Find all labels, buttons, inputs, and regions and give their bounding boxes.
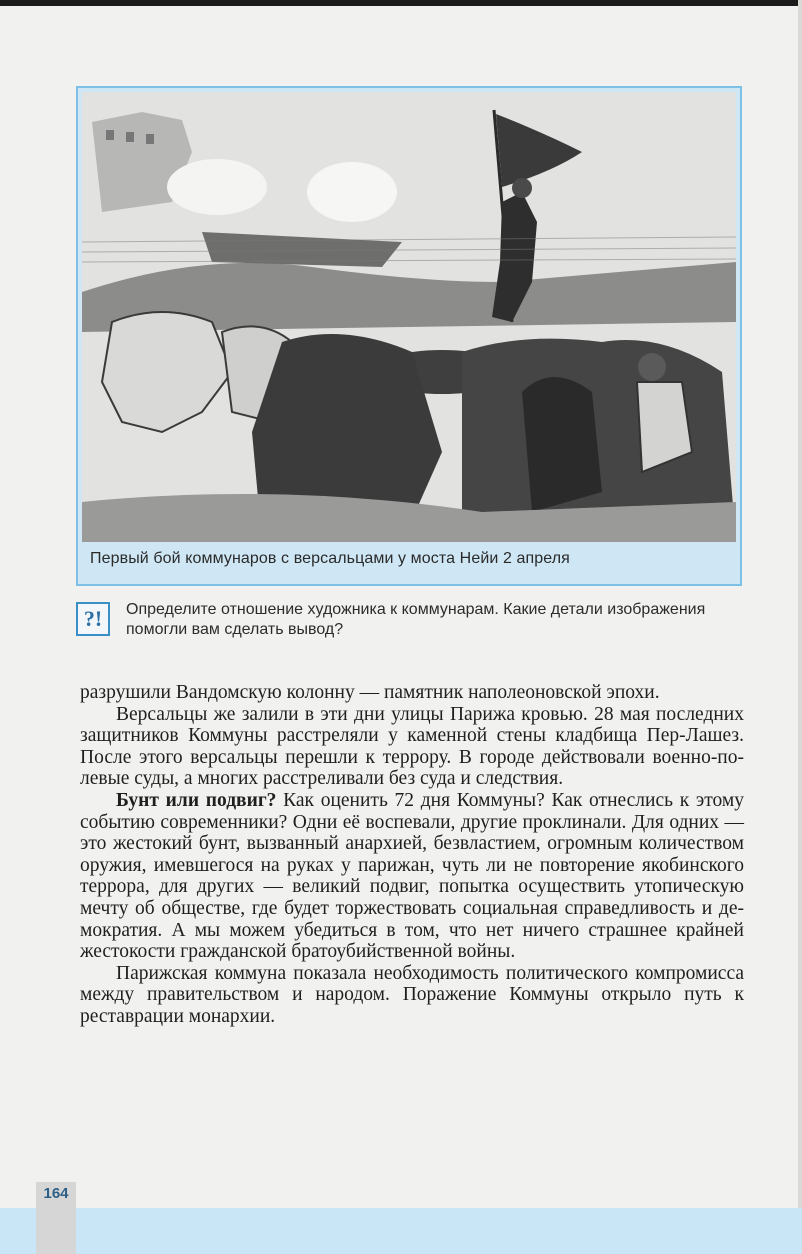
- page-number: 164: [36, 1182, 76, 1254]
- paragraph-2: Версальцы же залили в эти дни улицы Парижа кровью. 28 мая последних защитников Коммуны расстреляли у каменной стены кладбища Пер-Лашез. После этого версальцы перешли к террору. В городе действовали военно-полевые суды, а многих расстреливали без суда и следствия.: [80, 703, 744, 790]
- section-term: Бунт или подвиг?: [116, 789, 277, 811]
- question-text: Определите отношение художника к коммунарам. Какие детали изображения помогли вам сделать вывод?: [126, 601, 706, 638]
- question-icon: ?!: [76, 602, 110, 636]
- paragraph-3-text: Как оценить 72 дня Коммуны? Как отнеслись к этому событию современники? Одни её воспевали, другие проклинали. Для одних — это жестокий бунт, вызванный анархией, безвластием, огромным количеством оружия, имевшегося на руках у парижан, чуть ли не повторение якобинского террора, для других — великий подвиг, попытка осуществить утопическую мечту об обществе, где будет торжествовать социальная справедливость и демократия. А мы можем убедиться в том, что нет ничего страшнее крайней жестокости гражданской братоубийственной войны.: [80, 789, 744, 963]
- footer-band: [0, 1208, 802, 1254]
- battle-illustration: [82, 92, 736, 542]
- page-top-edge: [0, 0, 802, 6]
- paragraph-4: Парижская коммуна показала необходимость политического компромисса между правительством и народом. Поражение Коммуны открыло путь к реставрации монархии.: [80, 962, 744, 1027]
- paragraph-1: разрушили Вандомскую колонну — памятник наполеоновской эпохи.: [80, 682, 660, 703]
- paragraph-3: [80, 790, 744, 963]
- page-right-edge: [798, 0, 802, 1254]
- figure-caption: Первый бой коммунаров с версальцами у моста Нейи 2 апреля: [90, 550, 570, 567]
- figure-frame: [76, 86, 742, 586]
- body-text: [80, 682, 744, 1028]
